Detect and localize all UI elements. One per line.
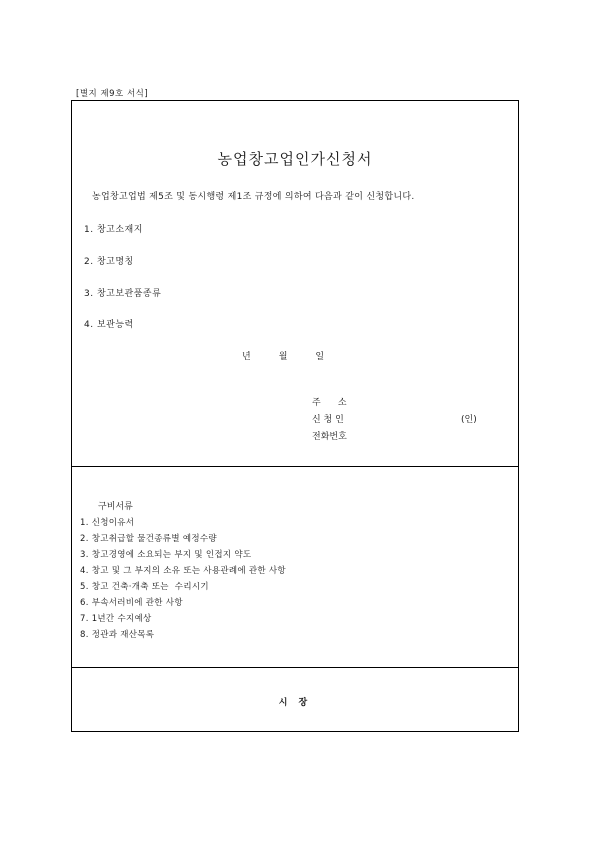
application-form <box>71 100 519 732</box>
item-warehouse-name: 2. 창고명칭 <box>84 257 134 267</box>
document-item: 3. 창고경영에 소요되는 부지 및 인접지 약도 <box>80 550 252 560</box>
applicant-label: 신 청 인 <box>312 415 344 425</box>
date-line <box>242 349 324 362</box>
date-year: 년 <box>242 352 251 362</box>
phone-label: 전화번호 <box>312 432 347 442</box>
address-label: 주 소 <box>312 398 347 408</box>
item-storage-capacity: 4. 보관능력 <box>84 320 134 330</box>
item-warehouse-location: 1. 창고소재지 <box>84 225 143 235</box>
document-item: 1. 신청이유서 <box>80 518 135 528</box>
form-number-label: [별지 제9호 서식] <box>76 89 149 99</box>
recipient-label: 시 장 <box>278 698 312 708</box>
document-item: 2. 창고취급할 물건종류별 예정수량 <box>80 534 217 544</box>
item-stored-goods-type: 3. 창고보관품종류 <box>84 289 162 299</box>
document-item: 5. 창고 건축·개축 또는 수리시기 <box>80 582 209 592</box>
form-title: 농업창고업인가신청서 <box>217 150 373 168</box>
intro-statement: 농업창고업법 제5조 및 동시행령 제1조 규정에 의하여 다음과 같이 신청합니다. <box>92 192 415 202</box>
section-divider <box>72 667 518 668</box>
seal-mark: (인) <box>461 415 477 425</box>
date-day: 일 <box>315 352 325 362</box>
document-item: 6. 부속서러비에 관한 사항 <box>80 598 183 608</box>
document-item: 4. 창고 및 그 부지의 소유 또는 사용관례에 관한 사항 <box>80 566 286 576</box>
document-item: 7. 1년간 수지예상 <box>80 614 152 624</box>
required-documents-title: 구비서류 <box>98 502 133 512</box>
section-divider <box>72 466 518 467</box>
document-item: 8. 정관과 재산목록 <box>80 630 155 640</box>
date-month: 월 <box>278 352 288 362</box>
